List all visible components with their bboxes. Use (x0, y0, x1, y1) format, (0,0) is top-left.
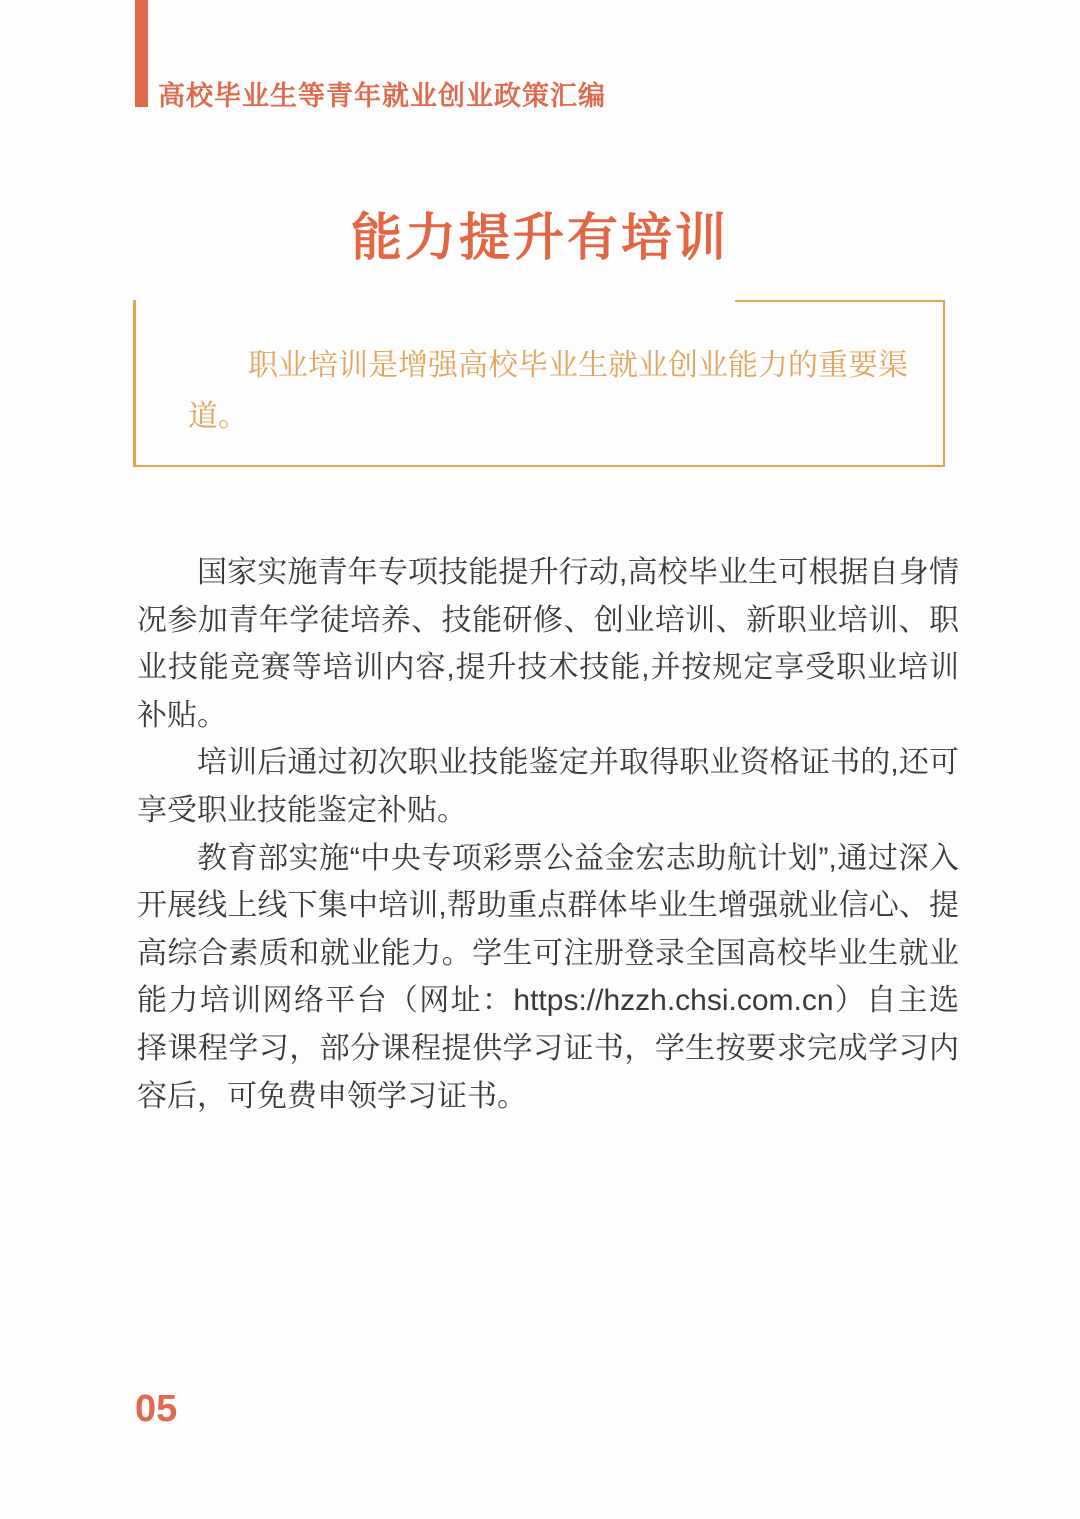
page-number: 05 (135, 1388, 178, 1430)
document-header-title: 高校毕业生等青年就业创业政策汇编 (158, 81, 606, 111)
body-paragraph-3-text: 教育部实施“中央专项彩票公益金宏志助航计划”,通过深入开展线上线下集中培训,帮助重点群体毕业生增强就业信心、提高综合素质和就业能力。学生可注册登录全国高校毕业生就业能力培训网络平台（网址： (137, 841, 959, 1018)
quote-text: 职业培训是增强高校毕业生就业创业能力的重要渠道。 (188, 349, 908, 433)
platform-url: https://hzzh.chsi.com.cn (513, 984, 834, 1018)
quote-box-top-line (735, 300, 943, 302)
header-accent-bar (135, 0, 148, 107)
page-title: 能力提升有培训 (350, 209, 729, 266)
body-paragraph-2: 培训后通过初次职业技能鉴定并取得职业资格证书的,还可享受职业技能鉴定补贴。 (137, 746, 959, 827)
body-paragraph-3 (137, 835, 959, 1121)
body-text-block (137, 549, 959, 1120)
body-paragraph-1: 国家实施青年专项技能提升行动,高校毕业生可根据自身情况参加青年学徒培养、技能研修、创业培训、新职业培训、职业技能竞赛等培训内容,提升技术技能,并按规定享受职业培训补贴。 (137, 556, 959, 732)
quote-box (133, 300, 945, 467)
body-paragraph-3-text-end: ）自主选择课程学习，部分课程提供学习证书，学生按要求完成学习内容后，可免费申领学习证书。 (137, 984, 960, 1113)
